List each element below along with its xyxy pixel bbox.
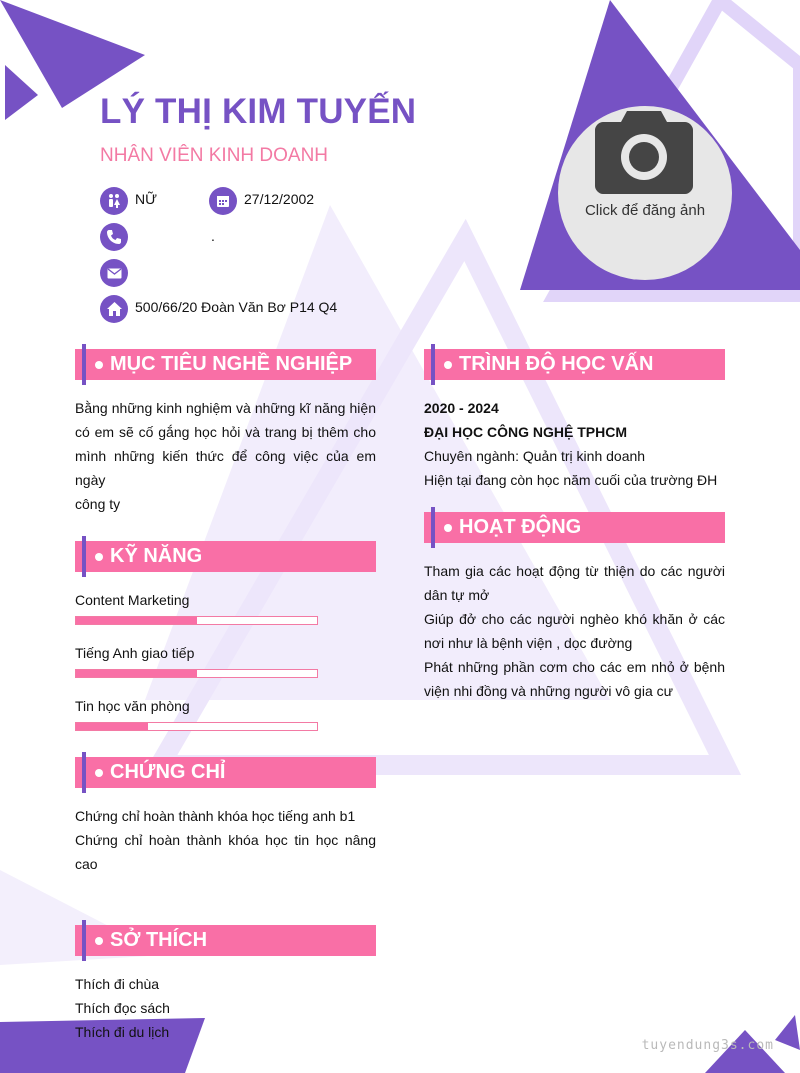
job-title: NHÂN VIÊN KINH DOANH (100, 145, 329, 166)
certificate-item[interactable]: Chứng chỉ hoàn thành khóa học tin học nâng cao (75, 832, 376, 872)
camera-icon (593, 106, 695, 196)
section-skills-title: KỸ NĂNG (110, 545, 203, 567)
section-activities-title: HOẠT ĐỘNG (459, 516, 582, 538)
gender-icon (100, 187, 128, 215)
section-hobbies-title: SỞ THÍCH (110, 929, 208, 951)
section-certificates-header (75, 757, 376, 788)
section-education-title: TRÌNH ĐỘ HỌC VẤN (459, 353, 654, 375)
skill-progress-fill (76, 617, 197, 624)
skill-progress-bar (75, 669, 318, 678)
section-skills-header (75, 541, 376, 572)
skill-progress-bar (75, 616, 318, 625)
calendar-icon (209, 187, 237, 215)
activity-item[interactable]: Tham gia các hoạt động từ thiện do các người dân tự mở (424, 563, 725, 603)
address-value[interactable]: 500/66/20 Đoàn Văn Bơ P14 Q4 (135, 299, 338, 315)
email-icon (100, 259, 128, 287)
gender-value[interactable]: NỮ (135, 191, 158, 207)
skill-progress-fill (76, 670, 197, 677)
phone-icon (100, 223, 128, 251)
skill-progress-bar (75, 722, 318, 731)
hobby-item[interactable]: Thích đi chùa (75, 976, 160, 992)
section-objective-header (75, 349, 376, 380)
avatar-upload[interactable] (558, 106, 732, 280)
skill-name[interactable]: Tin học văn phòng (75, 698, 190, 714)
section-hobbies-header (75, 925, 376, 956)
home-icon (100, 295, 128, 323)
objective-tail[interactable]: công ty (75, 496, 121, 512)
skill-name[interactable]: Content Marketing (75, 592, 190, 608)
bg-triangle-top-left-small (5, 65, 38, 120)
section-certificates-title: CHỨNG CHỈ (110, 761, 226, 783)
education-note[interactable]: Hiện tại đang còn học năm cuối của trường ĐH (424, 472, 718, 488)
birthday-value[interactable]: 27/12/2002 (244, 191, 315, 207)
hobby-item[interactable]: Thích đọc sách (75, 1000, 170, 1016)
activity-item[interactable]: Giúp đở cho các người nghèo khó khăn ở các nơi như là bệnh viện , dọc đường (424, 611, 725, 651)
education-school[interactable]: ĐẠI HỌC CÔNG NGHỆ TPHCM (424, 424, 627, 440)
objective-text[interactable]: Bằng những kinh nghiệm và những kĩ năng hiện có em sẽ cố gắng học hỏi và trang bị thêm cho mình những kiến thức để công việc của em ngày (75, 400, 376, 488)
candidate-name: LÝ THỊ KIM TUYẾN (100, 92, 417, 131)
skill-progress-fill (76, 723, 148, 730)
phone-extra: . (211, 228, 215, 244)
activity-item[interactable]: Phát những phần cơm cho các em nhỏ ở bệnh viện nhi đồng và những người vô gia cư (424, 659, 725, 699)
section-objective-title: MỤC TIÊU NGHỀ NGHIỆP (110, 353, 353, 375)
hobby-item[interactable]: Thích đi du lịch (75, 1024, 170, 1040)
education-major[interactable]: Chuyên ngành: Quản trị kinh doanh (424, 448, 646, 464)
skill-name[interactable]: Tiếng Anh giao tiếp (75, 645, 195, 661)
section-education-header (424, 349, 725, 380)
education-period[interactable]: 2020 - 2024 (424, 400, 499, 416)
section-activities-header (424, 512, 725, 543)
watermark: tuyendung3s.com (641, 1038, 774, 1053)
avatar-caption: Click để đăng ảnh (584, 202, 706, 219)
certificate-item[interactable]: Chứng chỉ hoàn thành khóa học tiếng anh b1 (75, 808, 356, 824)
bg-bottom-right-small (775, 1015, 800, 1050)
